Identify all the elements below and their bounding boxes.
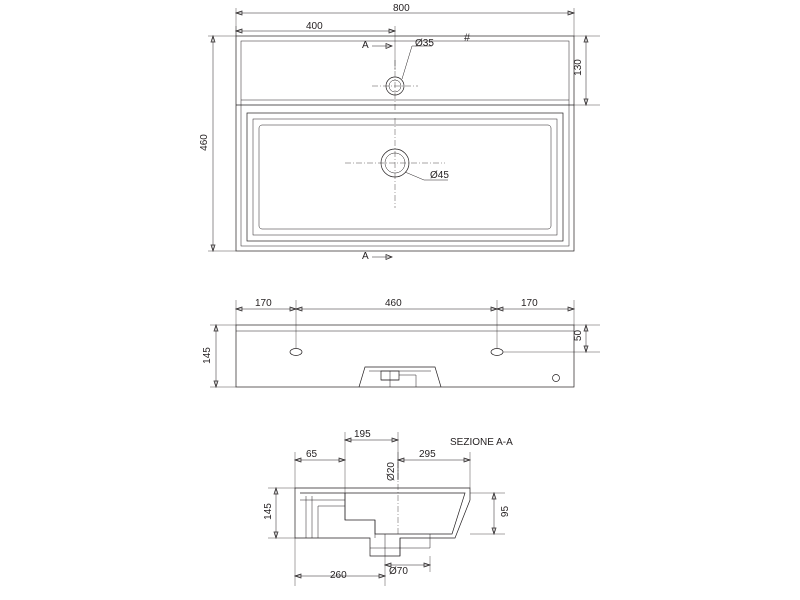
dim-back-shelf-depth: 130	[572, 59, 584, 76]
section-view	[268, 432, 505, 586]
dim-bowl-depth: 95	[500, 505, 512, 518]
dim-waste-dia: Ø70	[389, 566, 408, 577]
dim-tap-hole-dia: Ø35	[415, 38, 434, 49]
dim-center-span: 460	[385, 298, 402, 309]
hash-mark: #	[464, 32, 471, 44]
dim-front-edge: 65	[306, 449, 318, 460]
dim-front-to-bowl: 195	[354, 429, 371, 440]
section-label-top: A	[362, 40, 369, 51]
dim-waste-hole-dia: Ø45	[430, 170, 449, 181]
dim-overall-depth: 460	[198, 134, 210, 151]
dim-overall-width: 800	[393, 3, 410, 14]
dim-overflow-dia: Ø20	[385, 462, 397, 481]
dim-to-tap-hole: 400	[306, 21, 323, 32]
dim-front-height: 145	[201, 347, 213, 364]
section-title: SEZIONE A-A	[450, 437, 513, 448]
dim-base-length: 260	[330, 570, 347, 581]
top-view	[208, 8, 600, 260]
dim-overflow-height: 50	[573, 329, 585, 342]
dim-right-offset: 170	[521, 298, 538, 309]
dim-section-height: 145	[262, 503, 274, 520]
dim-bowl-length: 295	[419, 449, 436, 460]
dim-left-offset: 170	[255, 298, 272, 309]
section-label-bottom: A	[362, 251, 369, 262]
front-view	[210, 300, 600, 387]
